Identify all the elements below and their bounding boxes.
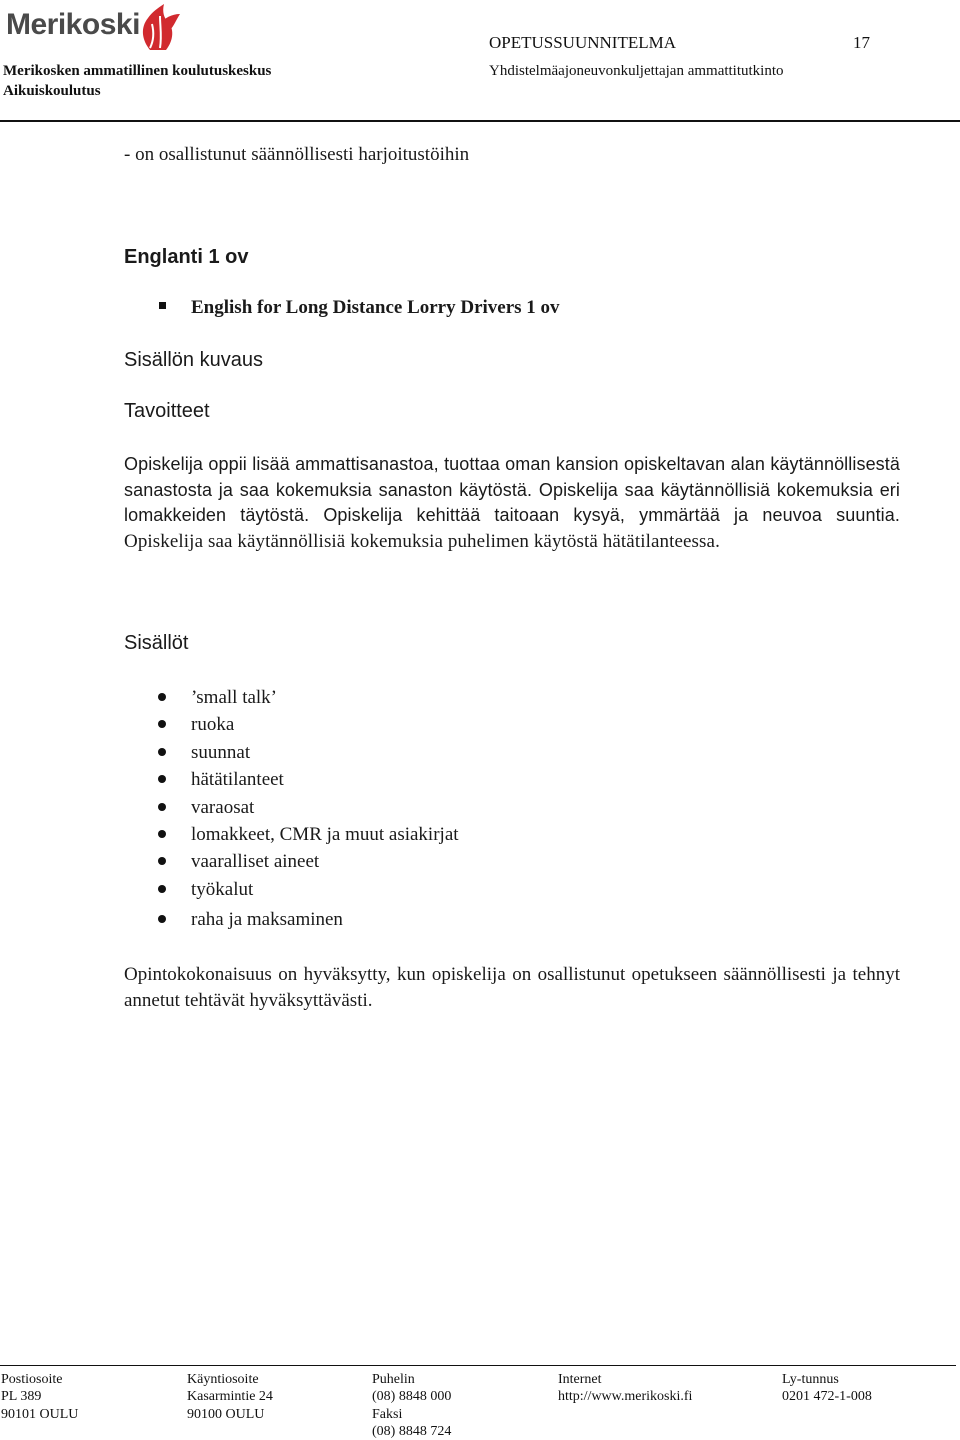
footer-ytunnus (782, 1371, 872, 1406)
contents-list (158, 684, 459, 934)
goals-paragraph (124, 452, 900, 555)
contents-heading: Sisällöt (124, 632, 189, 654)
list-item: varaosat (158, 794, 459, 821)
course-heading: Englanti 1 ov (124, 246, 249, 268)
footer-divider (0, 1365, 956, 1366)
list-item: hätätilanteet (158, 766, 459, 793)
rose-logo-icon (130, 2, 186, 52)
website-link[interactable]: http://www.merikoski.fi (558, 1389, 693, 1405)
square-bullet-icon (159, 302, 166, 309)
list-item: suunnat (158, 739, 459, 766)
list-item: ruoka (158, 711, 459, 738)
org-unit: Aikuiskoulutus (3, 83, 101, 99)
visit-line1: Kasarmintie 24 (187, 1389, 273, 1405)
list-item: raha ja maksaminen (158, 906, 459, 933)
brand-logo-text: Merikoski (6, 8, 140, 41)
fax-label: Faksi (372, 1406, 403, 1422)
header-divider (0, 120, 960, 122)
footer-internet (558, 1371, 692, 1406)
footer-phone (372, 1371, 451, 1440)
internet-label: Internet (558, 1372, 602, 1387)
goals-text-part2: Opiskelija saa käytännöllisiä kokemuksia puhelimen käytöstä hätätilanteessa. (124, 531, 720, 553)
content-description-heading: Sisällön kuvaus (124, 349, 263, 371)
postal-line2: 90101 OULU (1, 1406, 79, 1422)
list-item: työkalut (158, 876, 459, 903)
goals-heading: Tavoitteet (124, 400, 210, 422)
footer-postal (1, 1371, 78, 1423)
ytunnus-label: Ly-tunnus (782, 1372, 839, 1387)
phone-value: (08) 8848 000 (372, 1389, 452, 1405)
visit-line2: 90100 OULU (187, 1406, 265, 1422)
page-number: 17 (853, 33, 870, 52)
goals-text-part1: Opiskelija oppii lisää ammattisanastoa, tuottaa oman kansion opiskeltavan alan käytännöllisestä sanastosta ja saa kokemuksia sanaston käytöstä. Opiskelija saa käytännöllisiä kokemuksia eri lomakkeiden täytöstä. Opiskelija kehittää taitoaan kysyä, ymmärtää ja neuvoa suuntia. (124, 454, 900, 526)
postal-line1: PL 389 (1, 1389, 42, 1405)
doc-title: OPETUSSUUNNITELMA (489, 33, 676, 52)
list-item: lomakkeet, CMR ja muut asiakirjat (158, 821, 459, 848)
fax-value: (08) 8848 724 (372, 1423, 452, 1439)
footer-visit (187, 1371, 273, 1423)
ytunnus-value: 0201 472-1-008 (782, 1389, 872, 1405)
completion-paragraph: Opintokokonaisuus on hyväksytty, kun opiskelija on osallistunut opetukseen säännöllisesti ja tehnyt annetut tehtävät hyväksyttävästi. (124, 964, 900, 1011)
subcourse-title: English for Long Distance Lorry Drivers 1 ov (191, 297, 560, 318)
postal-label: Postiosoite (1, 1372, 63, 1387)
org-name: Merikosken ammatillinen koulutuskeskus (3, 63, 272, 79)
phone-label: Puhelin (372, 1372, 415, 1387)
list-item: ’small talk’ (158, 684, 459, 711)
qualification-name: Yhdistelmäajoneuvonkuljettajan ammattitutkinto (489, 63, 784, 79)
visit-label: Käyntiosoite (187, 1372, 259, 1387)
practice-work-line: - on osallistunut säännöllisesti harjoitustöihin (124, 144, 470, 165)
list-item: vaaralliset aineet (158, 848, 459, 875)
